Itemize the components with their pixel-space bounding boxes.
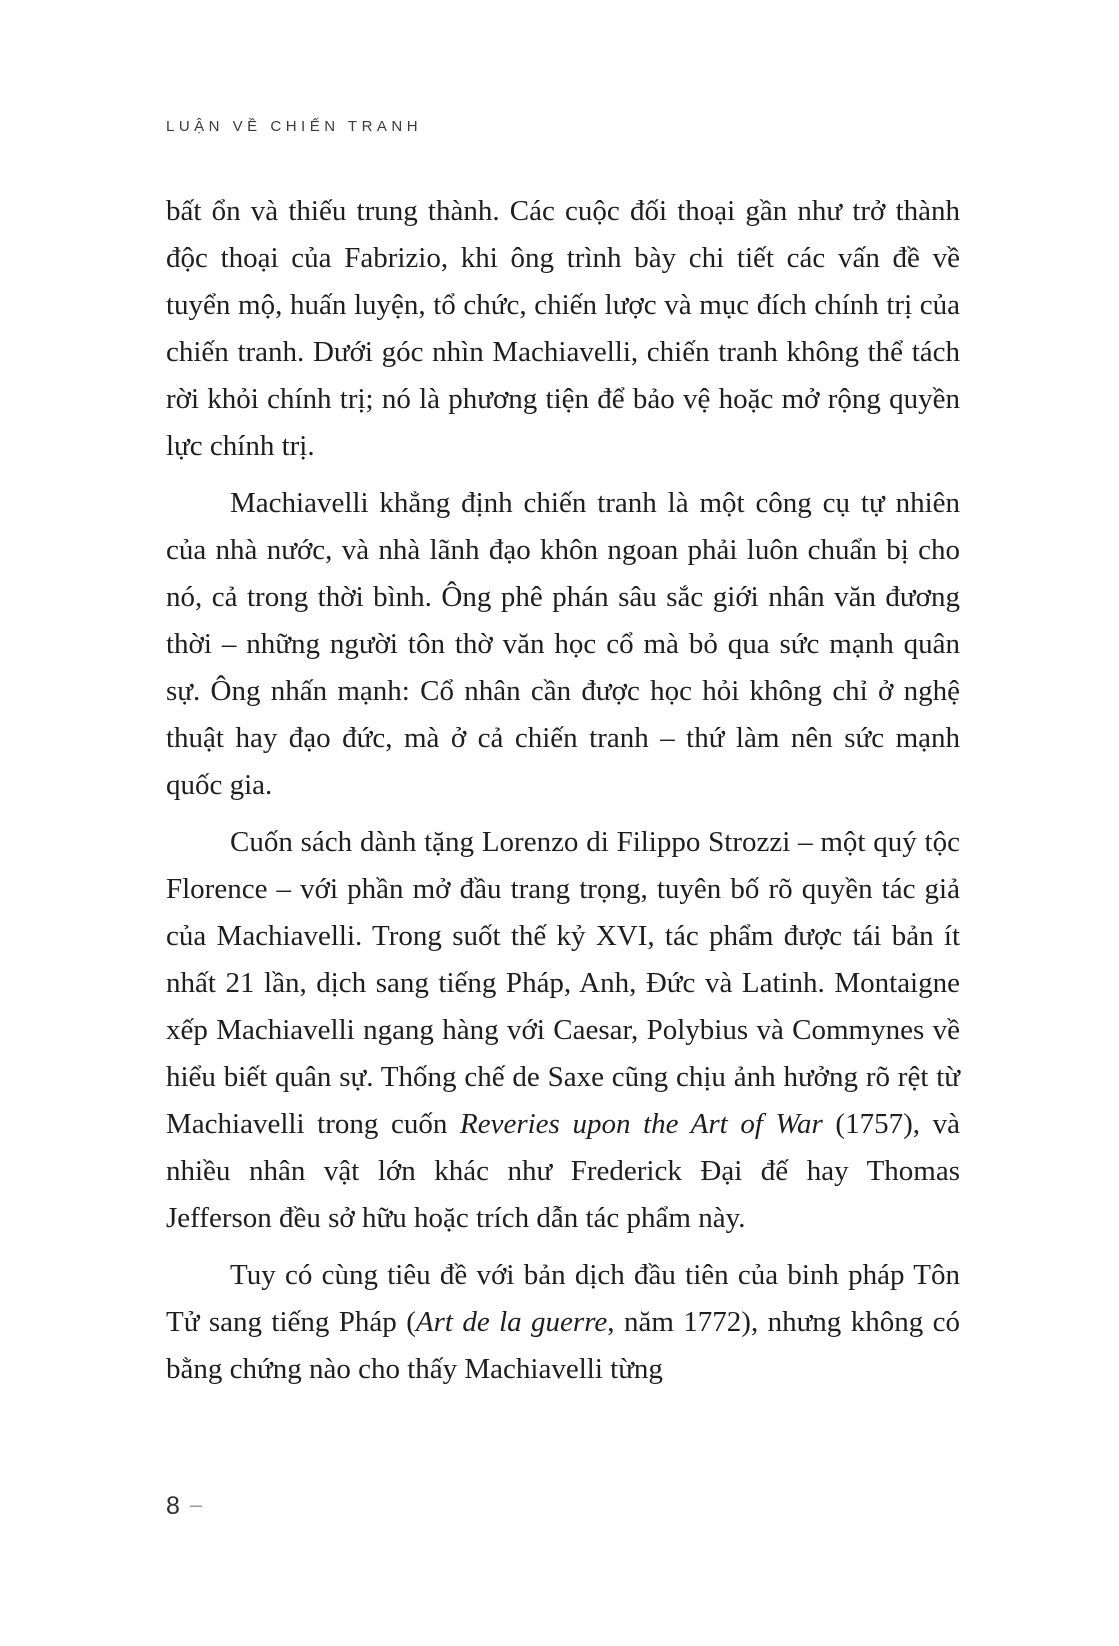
paragraph	[166, 1252, 960, 1393]
running-header: LUẬN VỀ CHIẾN TRANH	[166, 118, 423, 135]
paragraph	[166, 819, 960, 1242]
text-run: bất ổn và thiếu trung thành. Các cuộc đối thoại gần như trở thành độc thoại của Fabrizio, khi ông trình bày chi tiết các vấn đề về tuyển mộ, huấn luyện, tổ chức, chiến lược và mục đích chính trị của chiến tranh. Dưới góc nhìn Machiavelli, chiến tranh không thể tách rời khỏi chính trị; nó là phương tiện để bảo vệ hoặc mở rộng quyền lực chính trị.	[166, 195, 960, 462]
text-run: (1757), và nhiều nhân vật lớn khác như Frederick Đại đế hay Thomas Jefferson đều sở hữu hoặc trích dẫn tác phẩm này.	[166, 1108, 960, 1234]
text-run: Tuy có cùng tiêu đề với bản dịch đầu tiên của binh pháp Tôn Tử sang tiếng Pháp (	[166, 1259, 960, 1338]
text-run: Machiavelli khẳng định chiến tranh là một công cụ tự nhiên của nhà nước, và nhà lãnh đạo khôn ngoan phải luôn chuẩn bị cho nó, cả trong thời bình. Ông phê phán sâu sắc giới nhân văn đương thời – những người tôn thờ văn học cổ mà bỏ qua sức mạnh quân sự. Ông nhấn mạnh: Cổ nhân cần được học hỏi không chỉ ở nghệ thuật hay đạo đức, mà ở cả chiến tranh – thứ làm nên sức mạnh quốc gia.	[166, 487, 960, 801]
paragraph	[166, 188, 960, 470]
footer-dash: –	[189, 1491, 203, 1517]
page-number: 8	[166, 1492, 180, 1520]
body-text	[166, 188, 960, 1403]
page-footer	[166, 1492, 202, 1521]
paragraph	[166, 480, 960, 809]
italic-text: Reveries upon the Art of War	[460, 1108, 823, 1140]
italic-text: Art de la guerre	[415, 1306, 608, 1338]
text-run: Cuốn sách dành tặng Lorenzo di Filippo Strozzi – một quý tộc Florence – với phần mở đầu trang trọng, tuyên bố rõ quyền tác giả của Machiavelli. Trong suốt thế kỷ XVI, tác phẩm được tái bản ít nhất 21 lần, dịch sang tiếng Pháp, Anh, Đức và Latinh. Montaigne xếp Machiavelli ngang hàng với Caesar, Polybius và Commynes về hiểu biết quân sự. Thống chế de Saxe cũng chịu ảnh hưởng rõ rệt từ Machiavelli trong cuốn	[166, 826, 960, 1140]
text-run: , năm 1772), nhưng không có bằng chứng nào cho thấy Machiavelli từng	[166, 1306, 960, 1385]
